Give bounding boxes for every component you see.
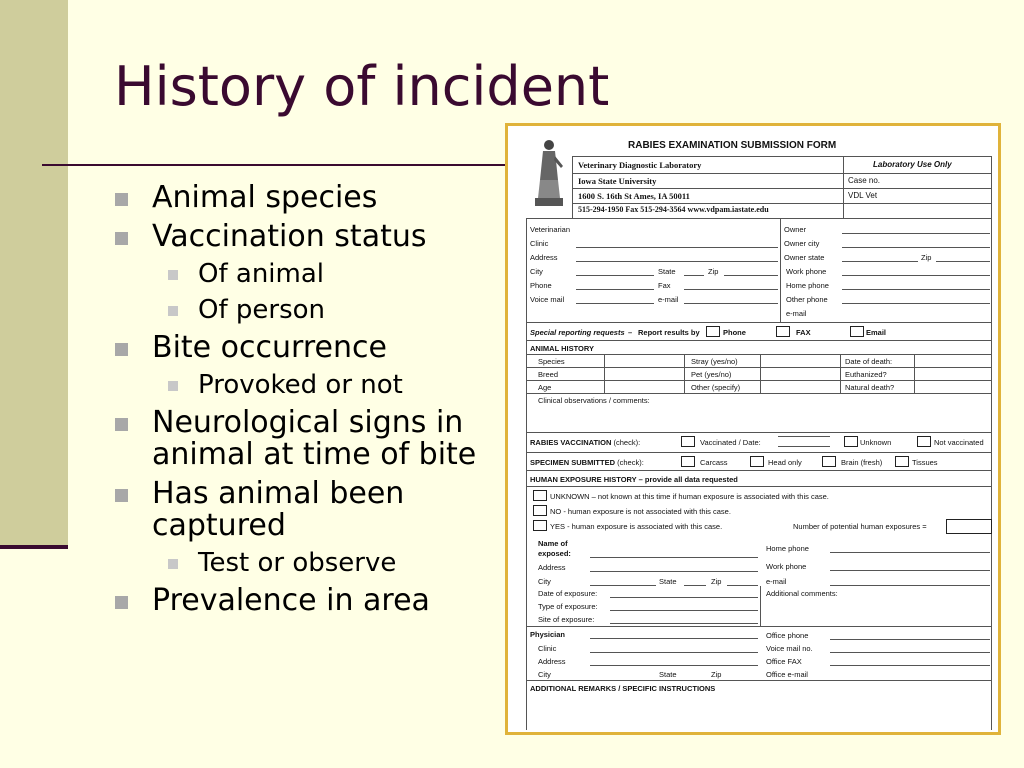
unknown-label: Unknown — [860, 438, 892, 447]
statue-icon — [530, 136, 568, 210]
site-exposure-label: Site of exposure: — [538, 615, 595, 624]
not-vaccinated-checkbox — [917, 436, 931, 447]
natural-death-label: Natural death? — [845, 383, 895, 392]
clinical-observations-label: Clinical observations / comments: — [538, 396, 650, 405]
office-fax-label: Office FAX — [766, 657, 802, 666]
left-accent-line — [0, 545, 68, 549]
bullet-item: Vaccination status — [114, 221, 484, 253]
lab-name: Veterinary Diagnostic Laboratory — [578, 160, 702, 170]
owner-zip-label: Zip — [921, 253, 932, 262]
specimen-label: SPECIMEN SUBMITTED (check): — [530, 458, 644, 467]
exposure-no-label: NO - human exposure is not associated with this case. — [550, 507, 731, 516]
sub-bullet-marker — [168, 381, 178, 391]
bullet-item: Animal species — [114, 182, 484, 214]
exposure-no-checkbox — [533, 505, 547, 516]
species-label: Species — [538, 357, 565, 366]
exposure-unknown-label: UNKNOWN – not known at this time if human exposure is associated with this case. — [550, 492, 829, 501]
address-label: Address — [530, 253, 558, 262]
fax-label: Fax — [658, 281, 671, 290]
physician-zip-label: Zip — [711, 670, 722, 679]
vaccinated-date-label: Vaccinated / Date: — [700, 438, 761, 447]
sub-bullet-item: Of animal — [114, 259, 484, 289]
age-label: Age — [538, 383, 552, 392]
city-label: City — [530, 267, 543, 276]
lab-address: 1600 S. 16th St Ames, IA 50011 — [578, 191, 690, 201]
exposed-address-label: Address — [538, 563, 566, 572]
vaccination-label: RABIES VACCINATION (check): — [530, 438, 641, 447]
state-label: State — [658, 267, 676, 276]
physician-state-label: State — [659, 670, 677, 679]
phone-checkbox — [706, 326, 720, 337]
exposed-email-label: e-mail — [766, 577, 787, 586]
sub-bullet-item: Provoked or not — [114, 370, 484, 400]
physician-city-label: City — [538, 670, 551, 679]
clinic-label: Clinic — [530, 239, 549, 248]
type-exposure-label: Type of exposure: — [538, 602, 598, 611]
other-specify-label: Other (specify) — [691, 383, 741, 392]
office-phone-label: Office phone — [766, 631, 809, 640]
email-option-label: Email — [866, 328, 887, 337]
date-exposure-label: Date of exposure: — [538, 589, 598, 598]
pet-label: Pet (yes/no) — [691, 370, 732, 379]
exposure-yes-checkbox — [533, 520, 547, 531]
case-no-label: Case no. — [848, 176, 881, 185]
fax-checkbox — [776, 326, 790, 337]
exposure-yes-label: YES - human exposure is associated with this case. — [550, 522, 723, 531]
fax-option-label: FAX — [796, 328, 811, 337]
brain-label: Brain (fresh) — [841, 458, 883, 467]
lab-use-heading: Laboratory Use Only — [873, 160, 952, 169]
bullet-marker — [115, 596, 128, 609]
owner-state-label: Owner state — [784, 253, 825, 262]
email-label: e-mail — [658, 295, 679, 304]
lab-university: Iowa State University — [578, 176, 657, 186]
exposed-home-phone-label: Home phone — [766, 544, 809, 553]
title-divider — [42, 164, 512, 166]
tissues-label: Tissues — [912, 458, 938, 467]
euthanized-label: Euthanized? — [845, 370, 887, 379]
sub-bullet-item: Of person — [114, 295, 484, 325]
rabies-form-image: RABIES EXAMINATION SUBMISSION FORM Veterinary Diagnostic Laboratory Iowa State University 1600 S. 16th St Ames, IA 50011 515-294-1950 Fax 515-294-3564 www.vdpam.iastate.edu Laboratory Use Only Case no. VDL Vet Veterinarian Clinic Address City State Zip Phone Fax Voice mail e-mail Owner Owner city Owner state Zip Work phone Home phone Other phone e-mail Special reporting requests – Report results by Phone FAX Email ANIMAL HISTORY Species Breed Age Stray (yes/no) Pet (yes/no) Other (specify) Date of death: Euthanized? Natural death? Clinical observations / comments: RABIES VACCINATION (check): Vaccinated / Date: Unknown Not vaccinated SPECIMEN SUBMITTED (check): Carcass Head only Brain (fresh) Tissues HUMAN EXPOSURE HISTORY – provide all data requested UNKNOWN – not known at this time if human exposure is associated with this case. NO - human exposure is not associated with this case. YES - human exposure is associated with this case. Number of potential human exposures = Name of exposed: Address City State Zip Date of exposure: Type of exposure: Site of exposure: Home phone Work phone e-mail Additional comments: Physician Clinic Address City State Zip Office phone Voice mail no. Office FAX Office e-mail ADDITIONAL REMARKS / SPECIFIC INSTRUCTIONS — [505, 123, 1001, 735]
carcass-checkbox — [681, 456, 695, 467]
head-only-checkbox — [750, 456, 764, 467]
work-phone-label: Work phone — [786, 267, 827, 276]
bullet-marker — [115, 232, 128, 245]
bullet-marker — [115, 343, 128, 356]
owner-label: Owner — [784, 225, 807, 234]
physician-clinic-label: Clinic — [538, 644, 557, 653]
physician-heading: Physician — [530, 630, 566, 639]
physician-address-label: Address — [538, 657, 566, 666]
slide-title: History of incident — [114, 55, 610, 118]
breed-label: Breed — [538, 370, 559, 379]
physician-voice-label: Voice mail no. — [766, 644, 813, 653]
additional-remarks-heading: ADDITIONAL REMARKS / SPECIFIC INSTRUCTIONS — [530, 684, 716, 693]
bullet-marker — [115, 489, 128, 502]
vaccinated-checkbox — [681, 436, 695, 447]
bullet-item: Has animal been captured — [114, 478, 484, 542]
left-accent-bar — [0, 0, 68, 545]
exposed-state-label: State — [659, 577, 677, 586]
sub-bullet-item: Test or observe — [114, 548, 484, 578]
phone-label: Phone — [530, 281, 552, 290]
owner-email-label: e-mail — [786, 309, 807, 318]
vet-label: Veterinarian — [530, 225, 571, 234]
animal-history-heading: ANIMAL HISTORY — [530, 344, 595, 353]
exposed-city-label: City — [538, 577, 551, 586]
exposed-work-phone-label: Work phone — [766, 562, 807, 571]
human-exposure-heading: HUMAN EXPOSURE HISTORY – provide all data requested — [530, 475, 738, 484]
sub-bullet-marker — [168, 306, 178, 316]
bullet-item: Bite occurrence — [114, 332, 484, 364]
number-exposures-label: Number of potential human exposures = — [793, 522, 927, 531]
lab-contact: 515-294-1950 Fax 515-294-3564 www.vdpam.iastate.edu — [578, 205, 769, 214]
not-vaccinated-label: Not vaccinated — [934, 438, 984, 447]
carcass-label: Carcass — [700, 458, 728, 467]
stray-label: Stray (yes/no) — [691, 357, 738, 366]
home-phone-label: Home phone — [786, 281, 829, 290]
exposure-unknown-checkbox — [533, 490, 547, 501]
form-title: RABIES EXAMINATION SUBMISSION FORM — [628, 140, 837, 151]
bullet-list — [114, 182, 484, 617]
number-exposures-box — [946, 519, 992, 534]
brain-checkbox — [822, 456, 836, 467]
zip-label: Zip — [708, 267, 719, 276]
tissues-checkbox — [895, 456, 909, 467]
vdl-vet-label: VDL Vet — [848, 191, 878, 200]
unknown-checkbox — [844, 436, 858, 447]
exposed-zip-label: Zip — [711, 577, 722, 586]
bullet-marker — [115, 418, 128, 431]
voice-mail-label: Voice mail — [530, 295, 565, 304]
bullet-item: Prevalence in area — [114, 585, 484, 617]
head-only-label: Head only — [768, 458, 802, 467]
exposed-name-label: Name of exposed: — [538, 539, 571, 558]
additional-comments-label: Additional comments: — [766, 589, 838, 598]
date-of-death-label: Date of death: — [845, 357, 893, 366]
other-phone-label: Other phone — [786, 295, 828, 304]
office-email-label: Office e-mail — [766, 670, 808, 679]
report-results-label: Report results by — [638, 328, 700, 337]
phone-option-label: Phone — [723, 328, 746, 337]
sub-bullet-marker — [168, 270, 178, 280]
email-checkbox — [850, 326, 864, 337]
bullet-item: Neurological signs in animal at time of bite — [114, 407, 484, 471]
sub-bullet-marker — [168, 559, 178, 569]
special-requests-label: Special reporting requests — [530, 328, 625, 337]
bullet-marker — [115, 193, 128, 206]
owner-city-label: Owner city — [784, 239, 820, 248]
